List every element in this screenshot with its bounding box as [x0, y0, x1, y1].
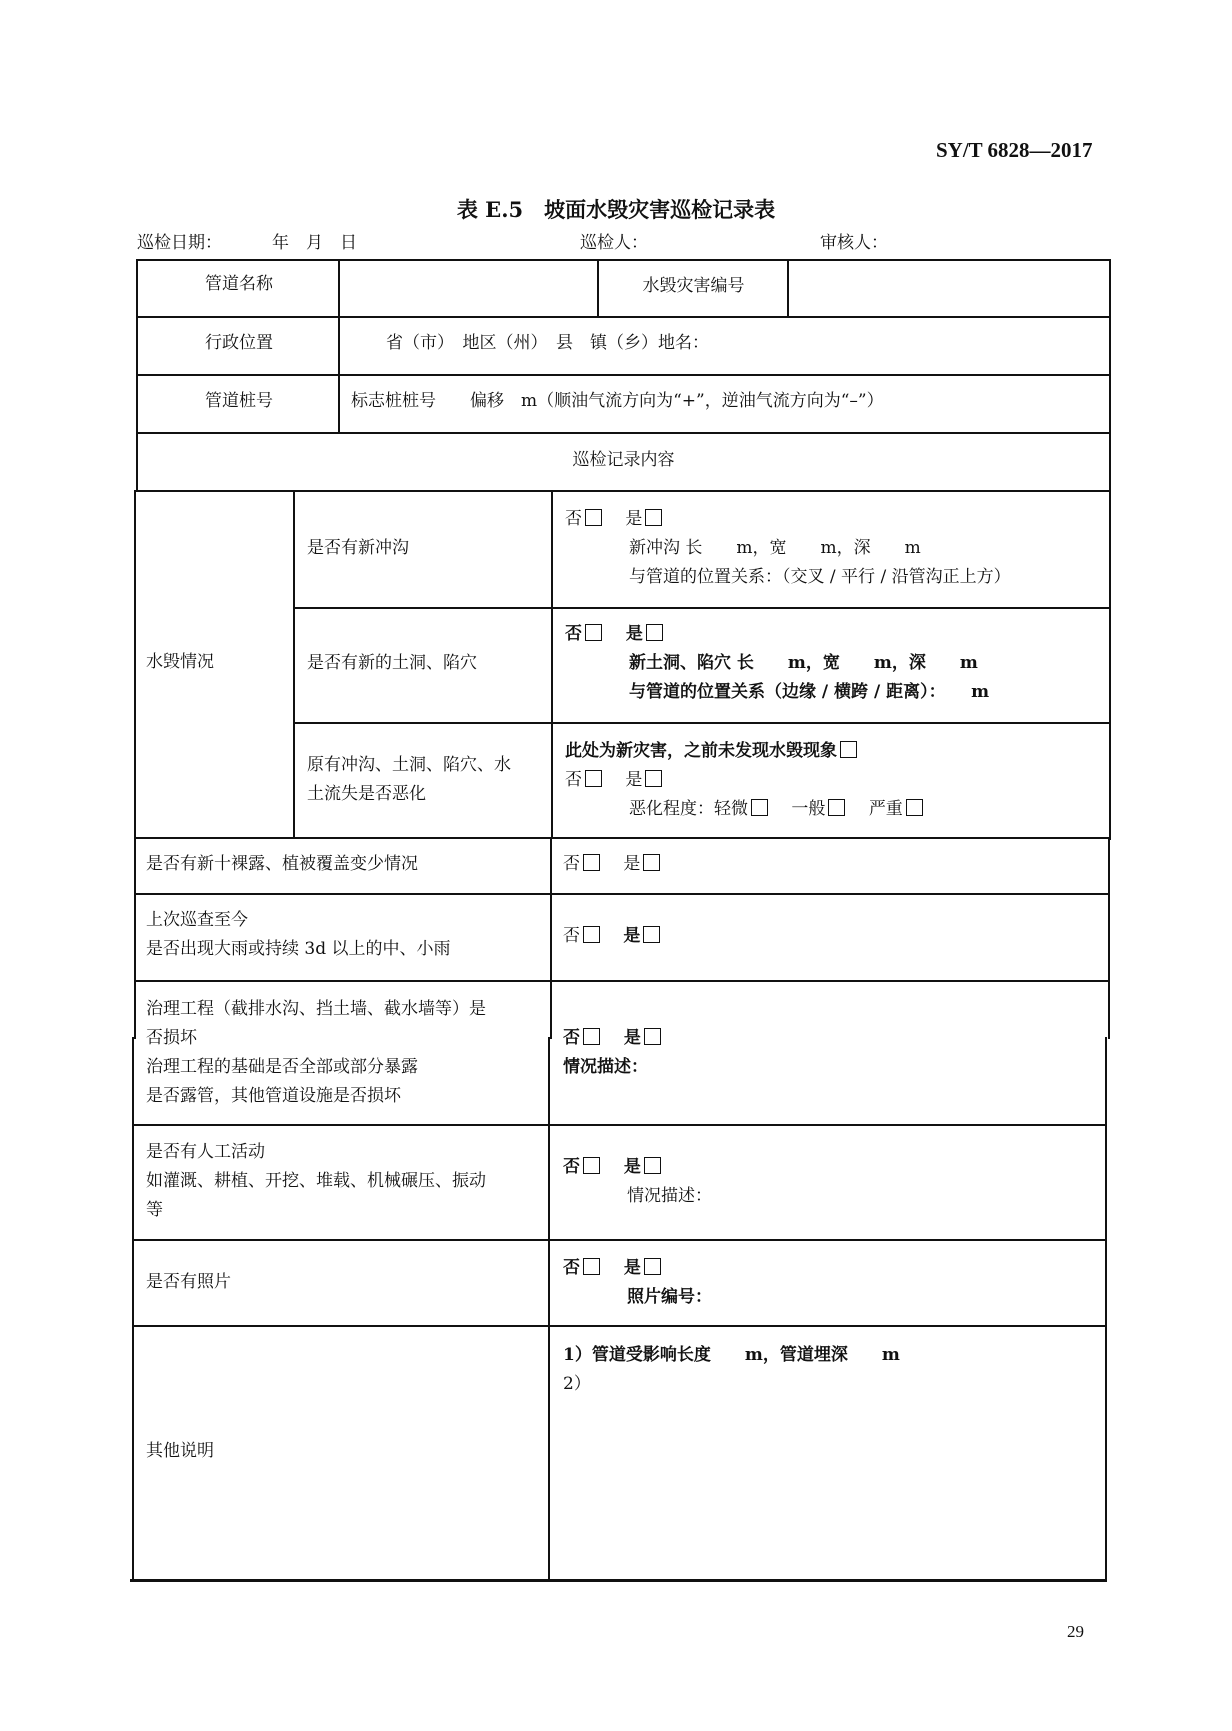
rain-yes-checkbox[interactable]: [643, 926, 660, 943]
q-rain-line2: 是否出现大雨或持续 3d 以上的中、小雨: [146, 939, 451, 959]
row-divider: [293, 722, 1111, 724]
human-no-label: 否: [563, 1157, 580, 1177]
severity-light-label: 轻微: [714, 799, 748, 819]
col-divider: [550, 837, 552, 1039]
row-divider: [136, 374, 1111, 376]
photo-options: [563, 1254, 661, 1283]
col-divider: [548, 1037, 550, 1582]
stake-value[interactable]: 标志桩桩号 偏移 m（顺油气流方向为“+”，逆油气流方向为“–”）: [351, 391, 884, 411]
worsen-no-checkbox[interactable]: [585, 770, 602, 787]
hole-yes-checkbox[interactable]: [646, 624, 663, 641]
table-right-border: [1105, 1037, 1107, 1582]
col-divider: [597, 259, 599, 316]
new-disaster-label: 此处为新灾害，之前未发现水毁现象: [565, 741, 837, 761]
day-label: 日: [340, 233, 357, 253]
q-human-line1: 是否有人工活动: [146, 1142, 265, 1162]
q-bare-soil: 是否有新十裸露、植被覆盖变少情况: [146, 854, 418, 874]
other-note-1[interactable]: 1）管道受影响长度 m，管道埋深 m: [563, 1345, 900, 1365]
human-yes-checkbox[interactable]: [644, 1157, 661, 1174]
severity-label: 恶化程度：: [629, 799, 714, 819]
row-divider: [134, 980, 1109, 982]
hole-yes-label: 是: [625, 624, 643, 644]
disaster-number-value[interactable]: [795, 270, 1100, 304]
q-worsen-line2: 土流失是否恶化: [307, 784, 426, 804]
row-divider: [132, 1124, 1107, 1126]
works-no-checkbox[interactable]: [583, 1028, 600, 1045]
gully-dimensions[interactable]: 新冲沟 长 m，宽 m，深 m: [629, 538, 921, 558]
col-divider: [551, 492, 553, 837]
bare-options: [563, 850, 660, 879]
col-divider: [293, 492, 295, 837]
works-yes-label: 是: [623, 1028, 641, 1048]
table-right-border: [1108, 837, 1110, 1039]
gully-relation[interactable]: 与管道的位置关系：（交叉 / 平行 / 沿管沟正上方）: [629, 567, 1011, 587]
reviewer-label: 审核人：: [820, 233, 888, 253]
gully-no-checkbox[interactable]: [585, 509, 602, 526]
new-disaster-checkbox[interactable]: [840, 741, 857, 758]
q-works-line4: 是否露管，其他管道设施是否损坏: [146, 1086, 401, 1106]
worsen-no-label: 否: [565, 770, 582, 790]
inspector-label: 巡检人：: [580, 233, 648, 253]
severity-heavy-label: 严重: [868, 799, 903, 819]
table-left-border: [134, 490, 136, 840]
q-new-hole: 是否有新的土洞、陷穴: [307, 653, 477, 673]
record-content-header: 巡检记录内容: [572, 450, 675, 470]
works-options: [563, 1024, 661, 1053]
year-label: 年: [272, 233, 289, 253]
worsen-yes-label: 是: [625, 770, 643, 790]
col-divider: [338, 259, 340, 432]
other-notes-label: 其他说明: [146, 1441, 214, 1461]
bare-yes-checkbox[interactable]: [643, 854, 660, 871]
human-yes-label: 是: [623, 1157, 641, 1177]
table-right-border: [1109, 490, 1111, 840]
q-human-line3: 等: [146, 1200, 163, 1220]
human-description[interactable]: 情况描述：: [627, 1186, 712, 1206]
water-damage-label: 水毁情况: [146, 652, 214, 672]
photo-no-checkbox[interactable]: [583, 1258, 600, 1275]
severity-options: [629, 795, 923, 824]
page-number: 29: [1067, 1622, 1084, 1641]
hole-relation[interactable]: 与管道的位置关系（边缘 / 横跨 / 距离）： m: [629, 682, 990, 702]
bare-no-label: 否: [563, 854, 580, 874]
q-works-line2: 否损坏: [146, 1028, 197, 1048]
gully-yes-checkbox[interactable]: [645, 509, 662, 526]
photo-number[interactable]: 照片编号：: [627, 1287, 712, 1307]
bare-yes-label: 是: [623, 854, 641, 874]
other-note-2[interactable]: 2）: [563, 1374, 591, 1394]
standard-number: SY/T 6828—2017: [936, 138, 1093, 162]
severity-medium-label: 一般: [791, 799, 826, 819]
works-description[interactable]: 情况描述：: [563, 1057, 648, 1077]
worsen-options: [565, 766, 662, 795]
month-label: 月: [306, 233, 323, 253]
q-rain-line1: 上次巡查至今: [146, 910, 248, 930]
new-disaster-option: [565, 737, 857, 766]
pipeline-name-label: 管道名称: [205, 274, 273, 294]
gully-no-label: 否: [565, 509, 582, 529]
works-no-label: 否: [563, 1028, 580, 1048]
table-bottom-border: [130, 1579, 1107, 1582]
severity-medium-checkbox[interactable]: [828, 799, 845, 816]
q-works-line3: 治理工程的基础是否全部或部分暴露: [146, 1057, 418, 1077]
admin-location-value[interactable]: 省（市） 地区（州） 县 镇（乡）地名：: [386, 333, 709, 353]
table-left-border: [132, 1037, 134, 1582]
table-left-border: [134, 837, 136, 1039]
hole-no-checkbox[interactable]: [585, 624, 602, 641]
row-divider: [134, 893, 1109, 895]
hole-dimensions[interactable]: 新土洞、陷穴 长 m，宽 m，深 m: [629, 653, 978, 673]
row-divider: [132, 1325, 1107, 1327]
q-human-line2: 如灌溉、耕植、开挖、堆载、机械碾压、振动: [146, 1171, 486, 1191]
human-options: [563, 1153, 661, 1182]
bare-no-checkbox[interactable]: [583, 854, 600, 871]
human-no-checkbox[interactable]: [583, 1157, 600, 1174]
date-label: 巡检日期：: [137, 233, 222, 253]
hole-no-label: 否: [565, 624, 582, 644]
severity-heavy-checkbox[interactable]: [906, 799, 923, 816]
hole-options: [565, 620, 663, 649]
pipeline-name-value[interactable]: [346, 270, 591, 304]
admin-location-label: 行政位置: [205, 333, 273, 353]
photo-yes-checkbox[interactable]: [644, 1258, 661, 1275]
q-worsen-line1: 原有冲沟、土洞、陷穴、水: [307, 755, 511, 775]
gully-options: [565, 505, 662, 534]
disaster-number-label: 水毁灾害编号: [642, 276, 745, 296]
q-photo: 是否有照片: [146, 1272, 231, 1292]
row-divider: [132, 1239, 1107, 1241]
works-yes-checkbox[interactable]: [644, 1028, 661, 1045]
row-divider: [293, 607, 1111, 609]
photo-yes-label: 是: [623, 1258, 641, 1278]
rain-no-label: 否: [563, 926, 580, 946]
row-divider: [136, 316, 1111, 318]
pipeline-stake-label: 管道桩号: [205, 391, 273, 411]
rain-options: [563, 922, 660, 951]
row-divider: [134, 837, 1111, 839]
gully-yes-label: 是: [625, 509, 643, 529]
photo-no-label: 否: [563, 1258, 580, 1278]
worsen-yes-checkbox[interactable]: [645, 770, 662, 787]
row-divider: [136, 432, 1111, 434]
q-works-line1: 治理工程（截排水沟、挡土墙、截水墙等）是: [146, 999, 486, 1019]
rain-yes-label: 是: [623, 926, 641, 946]
rain-no-checkbox[interactable]: [583, 926, 600, 943]
severity-light-checkbox[interactable]: [751, 799, 768, 816]
q-new-gully: 是否有新冲沟: [307, 538, 409, 558]
col-divider: [787, 259, 789, 316]
table-title: 表 E.5 坡面水毁灾害巡检记录表: [456, 197, 776, 222]
